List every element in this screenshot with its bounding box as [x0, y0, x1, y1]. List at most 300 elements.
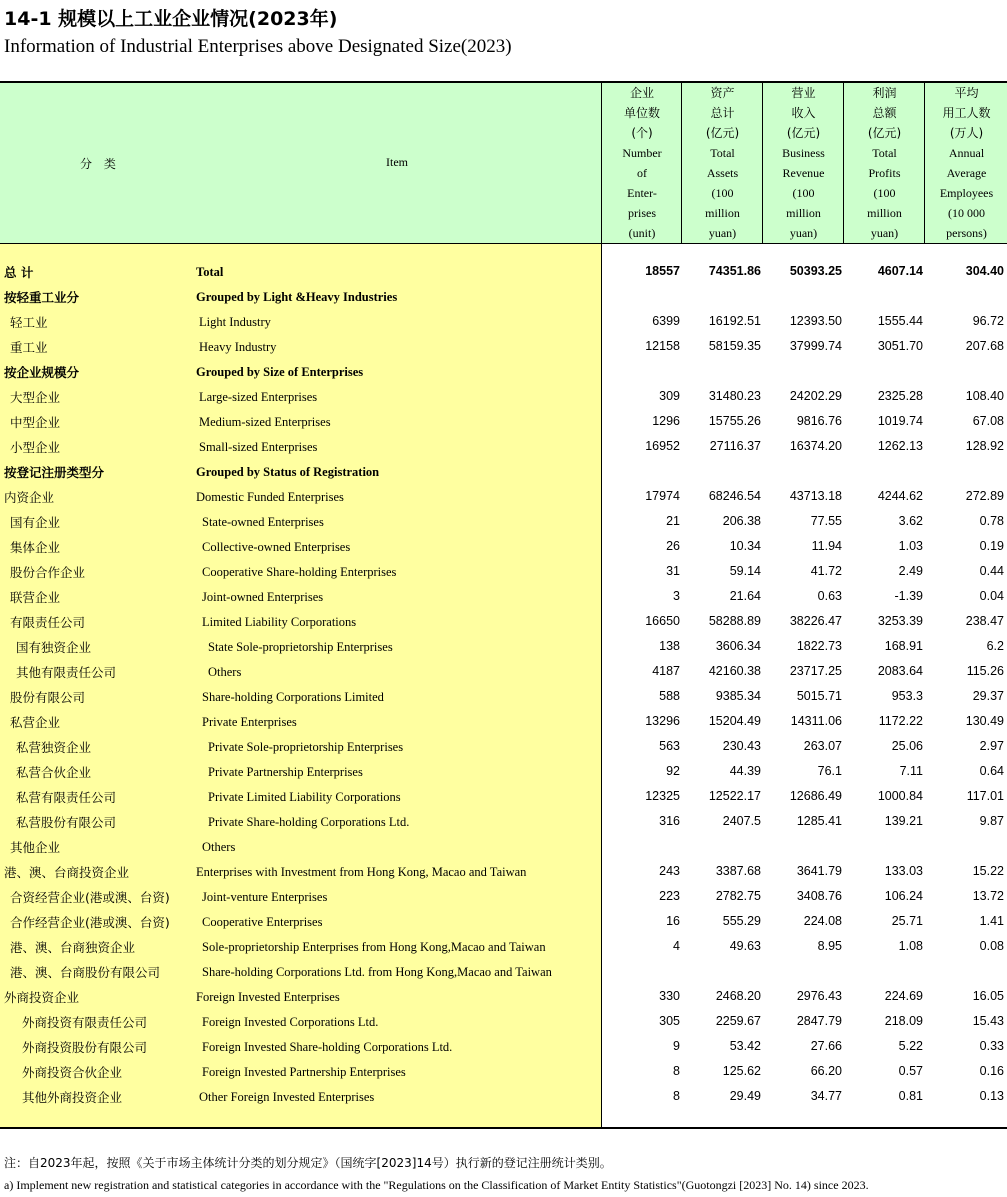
header-column-line: Annual [948, 146, 985, 160]
cell-value: 9385.34 [715, 689, 761, 703]
cell-value: 3.62 [898, 514, 923, 528]
header-column-line: Enter- [627, 186, 657, 200]
cell-value: 2407.5 [722, 814, 761, 828]
row-label-chinese: 其他有限责任公司 [16, 665, 117, 680]
row-label-english: State Sole-proprietorship Enterprises [208, 640, 393, 654]
row-label-chinese: 私营企业 [10, 715, 61, 730]
header-column-line: Revenue [782, 166, 825, 180]
cell-value: 53.42 [729, 1039, 761, 1053]
cell-value: 133.03 [884, 864, 923, 878]
cell-value: 1555.44 [877, 314, 923, 328]
cell-value: 21 [666, 514, 680, 528]
footnote-chinese: 注：自2023年起，按照《关于市场主体统计分类的划分规定》（国统字[2023]14号）执行新的登记注册统计类别。 [4, 1156, 612, 1170]
table-row [0, 359, 1007, 384]
header-column-line: Employees [939, 186, 994, 200]
row-label-english: Large-sized Enterprises [199, 390, 318, 404]
cell-value: 0.04 [979, 589, 1004, 603]
cell-value: 15755.26 [708, 414, 761, 428]
row-label-chinese: 国有独资企业 [16, 640, 92, 655]
header-column-line: (100 [792, 186, 815, 200]
row-label-chinese: 外商投资合伙企业 [22, 1065, 123, 1080]
cell-value: 2259.67 [715, 1014, 761, 1028]
row-label-chinese: 中型企业 [10, 415, 61, 430]
row-label-chinese: 国有企业 [10, 515, 61, 530]
cell-value: 1262.13 [877, 439, 923, 453]
table-row [0, 634, 1007, 659]
header-column-line: million [705, 206, 740, 220]
row-label-english: Private Enterprises [202, 715, 297, 729]
row-label-chinese: 其他企业 [10, 840, 61, 855]
table-row [0, 259, 1007, 284]
cell-value: 43713.18 [789, 489, 842, 503]
header-column-line: (万人) [949, 126, 984, 140]
cell-value: 588 [659, 689, 680, 703]
header-column-line: (100 [711, 186, 734, 200]
cell-value: 59.14 [729, 564, 761, 578]
header-column-line: Total [710, 146, 735, 160]
header-column-line: (亿元) [867, 126, 902, 140]
cell-value: 12393.50 [789, 314, 842, 328]
header-column-line: 用工人数 [942, 106, 991, 120]
row-label-chinese: 重工业 [10, 340, 48, 355]
cell-value: 128.92 [965, 439, 1004, 453]
cell-value: 34.77 [810, 1089, 842, 1103]
row-label-chinese: 其他外商投资企业 [22, 1090, 123, 1105]
cell-value: 2976.43 [796, 989, 842, 1003]
table-row [0, 759, 1007, 784]
row-label-english: Small-sized Enterprises [199, 440, 318, 454]
cell-value: 206.38 [722, 514, 761, 528]
row-label-english: Foreign Invested Partnership Enterprises [202, 1065, 406, 1079]
cell-value: 7.11 [899, 764, 923, 778]
row-label-chinese: 按登记注册类型分 [4, 465, 105, 480]
cell-value: 29.37 [972, 689, 1004, 703]
table-row [0, 309, 1007, 334]
cell-value: 0.64 [979, 764, 1004, 778]
cell-value: 125.62 [722, 1064, 761, 1078]
cell-value: 115.26 [966, 664, 1004, 678]
header-column-line: Number [622, 146, 662, 160]
cell-value: 31480.23 [708, 389, 761, 403]
cell-value: -1.39 [894, 589, 923, 603]
cell-value: 4187 [652, 664, 680, 678]
cell-value: 6.2 [986, 639, 1004, 653]
header-column-1 [601, 83, 682, 243]
row-label-chinese: 私营独资企业 [16, 740, 92, 755]
row-label-english: Heavy Industry [199, 340, 277, 354]
table-row [0, 584, 1007, 609]
table-row [0, 484, 1007, 509]
cell-value: 4607.14 [877, 264, 923, 278]
cell-value: 330 [659, 989, 680, 1003]
cell-value: 2083.64 [877, 664, 923, 678]
cell-value: 130.49 [965, 714, 1004, 728]
row-label-english: Private Limited Liability Corporations [208, 790, 401, 804]
row-label-english: Share-holding Corporations Ltd. from Hong Kong,Macao and Taiwan [202, 965, 552, 979]
header-column-line: 总计 [710, 106, 735, 120]
cell-value: 16192.51 [708, 314, 761, 328]
cell-value: 3253.39 [877, 614, 923, 628]
header-column-line: (亿元) [786, 126, 821, 140]
cell-value: 0.57 [898, 1064, 923, 1078]
cell-value: 117.01 [966, 789, 1004, 803]
table-row [0, 609, 1007, 634]
cell-value: 38226.47 [789, 614, 842, 628]
row-label-chinese: 港、澳、台商投资企业 [4, 865, 130, 880]
row-label-chinese: 轻工业 [10, 315, 48, 330]
cell-value: 1.03 [898, 539, 923, 553]
header-column-line: Total [872, 146, 897, 160]
cell-value: 12522.17 [708, 789, 761, 803]
cell-value: 66.20 [810, 1064, 842, 1078]
cell-value: 15.43 [972, 1014, 1004, 1028]
row-label-english: Light Industry [199, 315, 271, 329]
cell-value: 8.95 [817, 939, 842, 953]
cell-value: 4244.62 [877, 489, 923, 503]
row-label-english: Foreign Invested Corporations Ltd. [202, 1015, 379, 1029]
table-row [0, 1034, 1007, 1059]
cell-value: 272.89 [965, 489, 1004, 503]
cell-value: 3408.76 [796, 889, 842, 903]
row-label-chinese: 小型企业 [10, 440, 61, 455]
header-category: 分 类 [80, 157, 120, 171]
cell-value: 230.43 [722, 739, 761, 753]
row-label-chinese: 外商投资企业 [4, 990, 80, 1005]
cell-value: 1172.22 [878, 714, 923, 728]
header-column-line: of [637, 166, 647, 180]
cell-value: 13.72 [972, 889, 1004, 903]
table-row [0, 784, 1007, 809]
cell-value: 50393.25 [789, 264, 842, 278]
row-label-english: Cooperative Enterprises [202, 915, 323, 929]
table-header [0, 83, 1007, 244]
table-row [0, 559, 1007, 584]
cell-value: 16952 [645, 439, 680, 453]
cell-value: 2.49 [898, 564, 923, 578]
cell-value: 74351.86 [708, 264, 761, 278]
title-chinese: 14-1 规模以上工业企业情况(2023年) [4, 8, 338, 30]
header-column-line: 企业 [629, 86, 654, 100]
row-label-english: Grouped by Status of Registration [196, 465, 380, 479]
cell-value: 11.94 [811, 539, 842, 553]
cell-value: 68246.54 [708, 489, 761, 503]
header-column-line: persons) [946, 226, 987, 240]
table-row [0, 1059, 1007, 1084]
row-label-english: Enterprises with Investment from Hong Kong, Macao and Taiwan [196, 865, 527, 879]
cell-value: 953.3 [891, 689, 923, 703]
header-item: Item [386, 155, 408, 169]
row-label-english: Joint-owned Enterprises [202, 590, 324, 604]
header-column-line: million [867, 206, 902, 220]
row-label-english: Share-holding Corporations Limited [202, 690, 384, 704]
cell-value: 0.44 [979, 564, 1004, 578]
cell-value: 207.68 [965, 339, 1004, 353]
row-label-english: Private Partnership Enterprises [208, 765, 363, 779]
cell-value: 44.39 [729, 764, 761, 778]
row-label-chinese: 私营股份有限公司 [16, 815, 117, 830]
cell-value: 8 [673, 1089, 680, 1103]
row-label-english: Other Foreign Invested Enterprises [199, 1090, 375, 1104]
header-column-line: million [786, 206, 821, 220]
cell-value: 16.05 [972, 989, 1004, 1003]
table-row [0, 284, 1007, 309]
cell-value: 316 [659, 814, 680, 828]
cell-value: 26 [666, 539, 680, 553]
cell-value: 76.1 [817, 764, 842, 778]
bottom-rule [0, 1127, 1007, 1129]
cell-value: 12686.49 [789, 789, 842, 803]
cell-value: 3387.68 [715, 864, 761, 878]
cell-value: 305 [659, 1014, 680, 1028]
cell-value: 21.64 [729, 589, 761, 603]
row-label-chinese: 总 计 [4, 265, 34, 280]
cell-value: 9 [673, 1039, 680, 1053]
footnote-english: a) Implement new registration and statistical categories in accordance with the "Regulations on the Classification of Market Entity Statistics"(Guotongzi [2023] No. 14) since 2023. [4, 1178, 869, 1192]
cell-value: 15.22 [972, 864, 1004, 878]
cell-value: 29.49 [729, 1089, 761, 1103]
cell-value: 4 [673, 939, 680, 953]
cell-value: 1.08 [898, 939, 923, 953]
table-row [0, 1084, 1007, 1109]
cell-value: 25.06 [891, 739, 923, 753]
cell-value: 138 [659, 639, 680, 653]
cell-value: 224.69 [884, 989, 923, 1003]
header-column-line: Business [782, 146, 825, 160]
row-label-english: Medium-sized Enterprises [199, 415, 331, 429]
cell-value: 2468.20 [715, 989, 761, 1003]
cell-value: 14311.06 [790, 714, 842, 728]
cell-value: 0.63 [817, 589, 842, 603]
row-label-english: Private Share-holding Corporations Ltd. [208, 815, 410, 829]
row-label-chinese: 有限责任公司 [10, 615, 86, 630]
cell-value: 12158 [645, 339, 680, 353]
header-column-line: (亿元) [705, 126, 740, 140]
cell-value: 0.33 [979, 1039, 1004, 1053]
row-label-chinese: 按企业规模分 [4, 365, 80, 380]
header-column-line: 单位数 [623, 106, 660, 120]
row-label-english: Sole-proprietorship Enterprises from Hong Kong,Macao and Taiwan [202, 940, 546, 954]
table-row [0, 834, 1007, 859]
cell-value: 563 [659, 739, 680, 753]
cell-value: 1296 [652, 414, 680, 428]
row-label-chinese: 大型企业 [10, 390, 61, 405]
cell-value: 243 [659, 864, 680, 878]
cell-value: 6399 [652, 314, 680, 328]
row-label-chinese: 港、澳、台商独资企业 [10, 940, 136, 955]
row-label-chinese: 私营有限责任公司 [16, 790, 117, 805]
table-row [0, 334, 1007, 359]
header-column-line: Average [946, 166, 987, 180]
table-row [0, 1009, 1007, 1034]
cell-value: 18557 [645, 264, 680, 278]
cell-value: 16 [666, 914, 680, 928]
row-label-chinese: 集体企业 [10, 540, 61, 555]
table-row [0, 459, 1007, 484]
table-row [0, 534, 1007, 559]
cell-value: 3051.70 [877, 339, 923, 353]
cell-value: 1000.84 [877, 789, 923, 803]
cell-value: 0.19 [979, 539, 1004, 553]
header-column-line: 营业 [791, 86, 816, 100]
cell-value: 9816.76 [796, 414, 842, 428]
row-label-chinese: 合作经营企业(港或澳、台资) [10, 915, 170, 930]
header-column-line: prises [628, 206, 656, 220]
cell-value: 2782.75 [715, 889, 761, 903]
row-label-english: Grouped by Size of Enterprises [196, 365, 364, 379]
cell-value: 139.21 [884, 814, 923, 828]
cell-value: 1822.73 [796, 639, 842, 653]
table-row [0, 434, 1007, 459]
cell-value: 223 [659, 889, 680, 903]
row-label-chinese: 合资经营企业(港或澳、台资) [10, 890, 170, 905]
table-row [0, 709, 1007, 734]
header-column-line: 平均 [954, 86, 979, 100]
cell-value: 15204.49 [708, 714, 761, 728]
cell-value: 106.24 [884, 889, 923, 903]
cell-value: 42160.38 [708, 664, 761, 678]
cell-value: 3641.79 [796, 864, 842, 878]
row-label-chinese: 按轻重工业分 [4, 290, 80, 305]
table-row [0, 384, 1007, 409]
cell-value: 92 [666, 764, 680, 778]
cell-value: 0.78 [979, 514, 1004, 528]
cell-value: 96.72 [972, 314, 1004, 328]
cell-value: 37999.74 [789, 339, 842, 353]
table-row [0, 659, 1007, 684]
cell-value: 238.47 [965, 614, 1004, 628]
cell-value: 2847.79 [796, 1014, 842, 1028]
row-label-english: Collective-owned Enterprises [202, 540, 351, 554]
cell-value: 77.55 [810, 514, 842, 528]
cell-value: 41.72 [810, 564, 842, 578]
table-row [0, 984, 1007, 1009]
row-label-chinese: 外商投资有限责任公司 [22, 1015, 148, 1030]
table-row [0, 859, 1007, 884]
cell-value: 0.16 [979, 1064, 1004, 1078]
header-column-line: (unit) [628, 226, 656, 240]
cell-value: 16650 [645, 614, 680, 628]
row-label-chinese: 私营合伙企业 [16, 765, 92, 780]
row-label-chinese: 内资企业 [4, 490, 55, 505]
row-label-english: Others [208, 665, 242, 679]
header-column-line: (100 [873, 186, 896, 200]
table-row [0, 934, 1007, 959]
row-label-english: State-owned Enterprises [202, 515, 324, 529]
row-label-chinese: 股份有限公司 [10, 690, 86, 705]
cell-value: 5.22 [898, 1039, 923, 1053]
table-row [0, 959, 1007, 984]
cell-value: 309 [659, 389, 680, 403]
cell-value: 17974 [645, 489, 680, 503]
cell-value: 27.66 [810, 1039, 842, 1053]
row-label-english: Foreign Invested Share-holding Corporations Ltd. [202, 1040, 453, 1054]
cell-value: 263.07 [803, 739, 842, 753]
cell-value: 16374.20 [789, 439, 842, 453]
cell-value: 5015.71 [796, 689, 842, 703]
row-label-english: Domestic Funded Enterprises [196, 490, 344, 504]
header-column-line: 总额 [872, 106, 897, 120]
header-column-line: (10 000 [948, 206, 985, 220]
cell-value: 13296 [645, 714, 680, 728]
title-english: Information of Industrial Enterprises above Designated Size(2023) [4, 36, 512, 57]
cell-value: 1285.41 [796, 814, 842, 828]
header-column-line: yuan) [870, 226, 899, 240]
cell-value: 12325 [645, 789, 680, 803]
cell-value: 23717.25 [789, 664, 842, 678]
cell-value: 218.09 [884, 1014, 923, 1028]
cell-value: 58159.35 [708, 339, 761, 353]
cell-value: 0.81 [898, 1089, 923, 1103]
cell-value: 3 [673, 589, 680, 603]
header-column-line: 资产 [710, 86, 735, 100]
table-row [0, 684, 1007, 709]
row-label-english: Grouped by Light &Heavy Industries [196, 290, 398, 304]
row-label-english: Others [202, 840, 236, 854]
header-column-line: Profits [868, 166, 901, 180]
header-column-line: Assets [706, 166, 739, 180]
cell-value: 1019.74 [877, 414, 923, 428]
header-column-3 [762, 83, 844, 243]
cell-value: 3606.34 [715, 639, 761, 653]
table-row [0, 884, 1007, 909]
cell-value: 10.34 [729, 539, 761, 553]
cell-value: 58288.89 [708, 614, 761, 628]
row-label-chinese: 股份合作企业 [10, 565, 86, 580]
cell-value: 0.13 [979, 1089, 1004, 1103]
row-label-english: Total [196, 265, 224, 279]
header-column-line: 利润 [872, 86, 897, 100]
cell-value: 2.97 [979, 739, 1004, 753]
cell-value: 24202.29 [789, 389, 842, 403]
cell-value: 49.63 [729, 939, 761, 953]
table-row [0, 909, 1007, 934]
cell-value: 1.41 [979, 914, 1004, 928]
row-label-english: Joint-venture Enterprises [202, 890, 328, 904]
header-column-line: yuan) [708, 226, 737, 240]
header-column-4 [843, 83, 925, 243]
table-row [0, 809, 1007, 834]
cell-value: 25.71 [891, 914, 923, 928]
cell-value: 168.91 [884, 639, 923, 653]
cell-value: 224.08 [803, 914, 842, 928]
row-label-english: Limited Liability Corporations [202, 615, 357, 629]
cell-value: 9.87 [979, 814, 1004, 828]
table-row [0, 734, 1007, 759]
header-column-line: (个) [631, 126, 653, 140]
cell-value: 67.08 [972, 414, 1004, 428]
row-label-chinese: 港、澳、台商股份有限公司 [10, 965, 161, 980]
row-label-chinese: 外商投资股份有限公司 [22, 1040, 148, 1055]
header-column-2 [681, 83, 763, 243]
table-row [0, 509, 1007, 534]
row-label-chinese: 联营企业 [10, 590, 61, 605]
cell-value: 31 [666, 564, 680, 578]
header-column-line: yuan) [789, 226, 818, 240]
row-label-english: Foreign Invested Enterprises [196, 990, 340, 1004]
cell-value: 304.40 [965, 264, 1004, 278]
cell-value: 108.40 [965, 389, 1004, 403]
cell-value: 2325.28 [877, 389, 923, 403]
cell-value: 27116.37 [709, 439, 761, 453]
cell-value: 8 [673, 1064, 680, 1078]
row-label-english: Private Sole-proprietorship Enterprises [208, 740, 404, 754]
header-column-line: 收入 [791, 106, 816, 120]
cell-value: 0.08 [979, 939, 1004, 953]
header-column-5 [924, 83, 1007, 243]
row-label-english: Cooperative Share-holding Enterprises [202, 565, 397, 579]
cell-value: 555.29 [722, 914, 761, 928]
table-row [0, 409, 1007, 434]
